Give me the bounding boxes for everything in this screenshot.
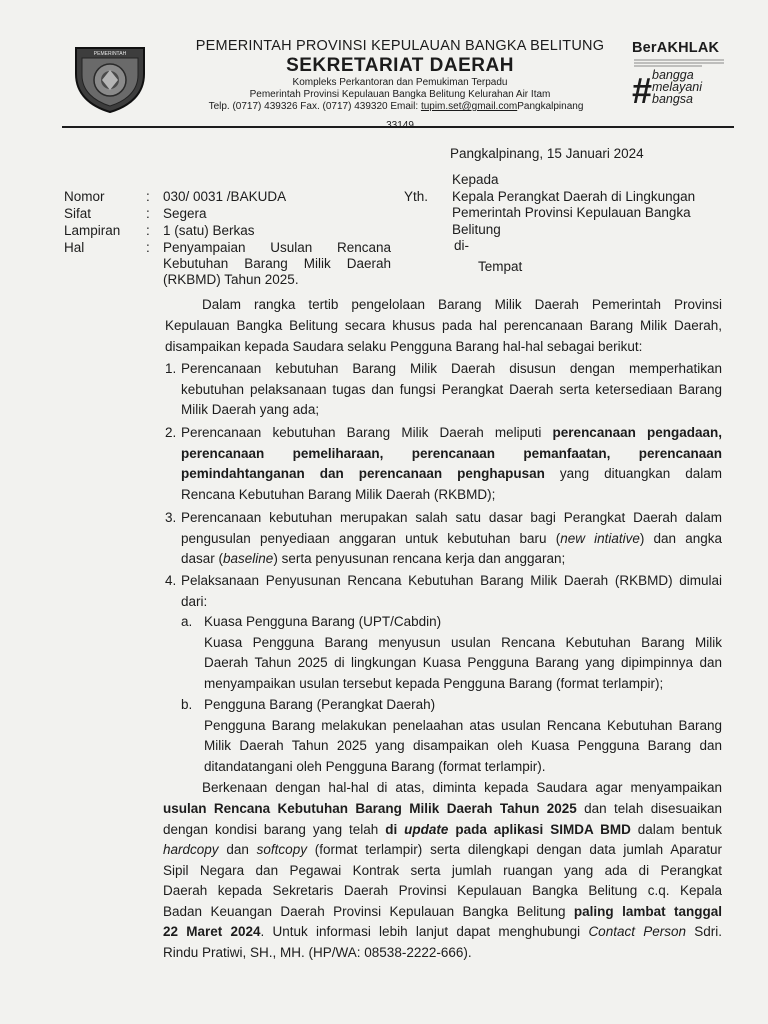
address-line-2: Pemerintah Provinsi Kepulauan Bangka Belitung Kelurahan Air Itam — [249, 89, 551, 100]
intro-lines: Kepulauan Bangka Belitung secara khusus pada hal perencanaan Barang Milik Daerah, disampaikan kepada Saudara selaku Pengguna Barang hal-hal sebagai berikut: — [165, 318, 722, 354]
sub-item-a: Kuasa Pengguna Barang (UPT/Cabdin) Kuasa Pengguna Barang menyusun usulan Rencana Kebutuhan Barang Milik Daerah Tahun 2025 di lingkungan Kuasa Pengguna Barang yang dipimpinnya dan menyampaikan usulan tersebut kepada Pengguna Barang (format terlampir); — [204, 614, 722, 691]
item-3: Perencanaan kebutuhan merupakan salah satu dasar bagi Perangkat Daerah dalam pengusulan penyediaan anggaran untuk kebutuhan baru (new intiative) dan angka dasar (baseline) serta penyusunan rencana kerja dan anggaran; — [181, 510, 722, 566]
sifat-value: Segera — [163, 206, 207, 221]
item-number: 1. — [165, 361, 177, 376]
colon: : — [146, 206, 150, 221]
contact-line — [172, 101, 620, 113]
brand-subtext-lines — [632, 58, 728, 68]
email-link[interactable]: tupim.set@gmail.com — [420, 101, 518, 112]
colon: : — [146, 189, 150, 204]
addressee-block — [452, 172, 734, 275]
sifat-label: Sifat — [64, 206, 92, 221]
item-number: 2. — [165, 425, 177, 440]
berakhlak-brand: BerAKHLAK — [632, 40, 720, 56]
item-4: Pelaksanaan Penyusunan Rencana Kebutuhan Barang Milik Daerah (RKBMD) dimulai dari: — [181, 573, 722, 609]
city: Pangkalpinang — [517, 101, 584, 112]
intro-line-1: Dalam rangka tertib pengelolaan Barang Milik Daerah Pemerintah Provinsi — [202, 297, 722, 312]
sub-item-b: Pengguna Barang (Perangkat Daerah) Pengguna Barang melakukan penelaahan atas usulan Rencana Kebutuhan Barang Milik Daerah Tahun 2025 yang disampaikan oleh Kuasa Pengguna Barang dan ditandatangani oleh Pengguna Barang (format terlampir). — [204, 697, 722, 774]
tagline — [632, 69, 732, 119]
addressee-di: di- — [454, 238, 470, 253]
lampiran-value: 1 (satu) Berkas — [163, 223, 255, 238]
closing-line-1: Berkenaan dengan hal-hal di atas, diminta kepada Saudara agar menyampaikan — [202, 780, 722, 795]
letterhead-divider — [62, 126, 734, 128]
nomor-value: 030/ 0031 /BAKUDA — [163, 189, 287, 204]
government-name: PEMERINTAH PROVINSI KEPULAUAN BANGKA BELITUNG — [195, 38, 605, 54]
hal-line: Penyampaian Usulan Rencana — [163, 240, 391, 255]
kepada-label: Kepada — [452, 172, 499, 187]
item-1: Perencanaan kebutuhan Barang Milik Daerah disusun dengan memperhatikan kebutuhan pelaksanaan tugas dan fungsi Perangkat Daerah serta ketersediaan Barang Milik Daerah yang ada; — [181, 361, 722, 417]
sub-item-letter: a. — [181, 614, 193, 629]
tagline-word-1: bangga — [652, 68, 694, 82]
item-number: 4. — [165, 573, 177, 588]
berakhlak-logo — [632, 40, 732, 111]
tagline-word-3: bangsa — [652, 92, 694, 106]
addressee-tempat: Tempat — [478, 258, 523, 274]
closing-paragraph: usulan Rencana Kebutuhan Barang Milik Daerah Tahun 2025 dan telah disesuaikan dengan kondisi barang yang telah di update pada aplikasi SIMDA BMD dalam bentuk hardcopy dan softcopy (format terlampir) serta dilengkapi dengan data jumlah Aparatur Sipil Negara dan Pegawai Kontrak serta jumlah ruangan yang ada di Perangkat Daerah kepada Sekretaris Daerah Provinsi Kepulauan Bangka Belitung c.q. Kepala Badan Keuangan Daerah Provinsi Kepulauan Bangka Belitung paling lambat tanggal 22 Maret 2024. Untuk informasi lebih lanjut dapat menghubungi Contact Person Sdri. Rindu Pratiwi, SH., MH. (HP/WA: 08538-2222-666). — [163, 799, 722, 963]
yth-label: Yth. — [404, 189, 429, 204]
hal-label: Hal — [64, 240, 85, 255]
letterhead — [180, 37, 620, 132]
emblem-text: PEMERINTAH — [93, 51, 127, 57]
colon: : — [146, 240, 150, 255]
addressee-line: Pemerintah Provinsi Kepulauan Bangka — [452, 205, 691, 220]
address-line-1: Kompleks Perkantoran dan Pemukiman Terpadu — [292, 77, 508, 88]
hashtag-icon: # — [632, 70, 653, 111]
item-2: Perencanaan kebutuhan Barang Milik Daerah meliputi perencanaan pengadaan, perencanaan pemeliharaan, perencanaan pemanfaatan, perencanaan pemindahtanganan dan perencanaan penghapusan yang dituangkan dalam Rencana Kebutuhan Barang Milik Daerah (RKBMD); — [181, 425, 722, 502]
addressee-line: Belitung — [452, 221, 501, 237]
tagline-word-2: melayani — [652, 80, 703, 94]
office-name: SEKRETARIAT DAERAH — [286, 55, 514, 76]
hal-line: (RKBMD) Tahun 2025. — [163, 272, 299, 287]
contact-person: Rindu Pratiwi, SH., MH. (HP/WA: 08538-2222-666). — [163, 944, 472, 960]
item-number: 3. — [165, 510, 177, 525]
colon: : — [146, 223, 150, 238]
province-emblem-logo — [72, 44, 148, 114]
letter-date: Pangkalpinang, 15 Januari 2024 — [450, 146, 644, 161]
sub-item-letter: b. — [181, 697, 193, 712]
phone-fax: Telp. (0717) 439326 Fax. (0717) 439320 Email: — [208, 101, 421, 112]
hal-value — [163, 240, 391, 288]
hal-line: Kebutuhan Barang Milik Daerah — [163, 256, 391, 271]
lampiran-label: Lampiran — [64, 223, 121, 238]
addressee-line: Kepala Perangkat Daerah di Lingkungan — [452, 188, 696, 204]
nomor-label: Nomor — [64, 189, 105, 204]
